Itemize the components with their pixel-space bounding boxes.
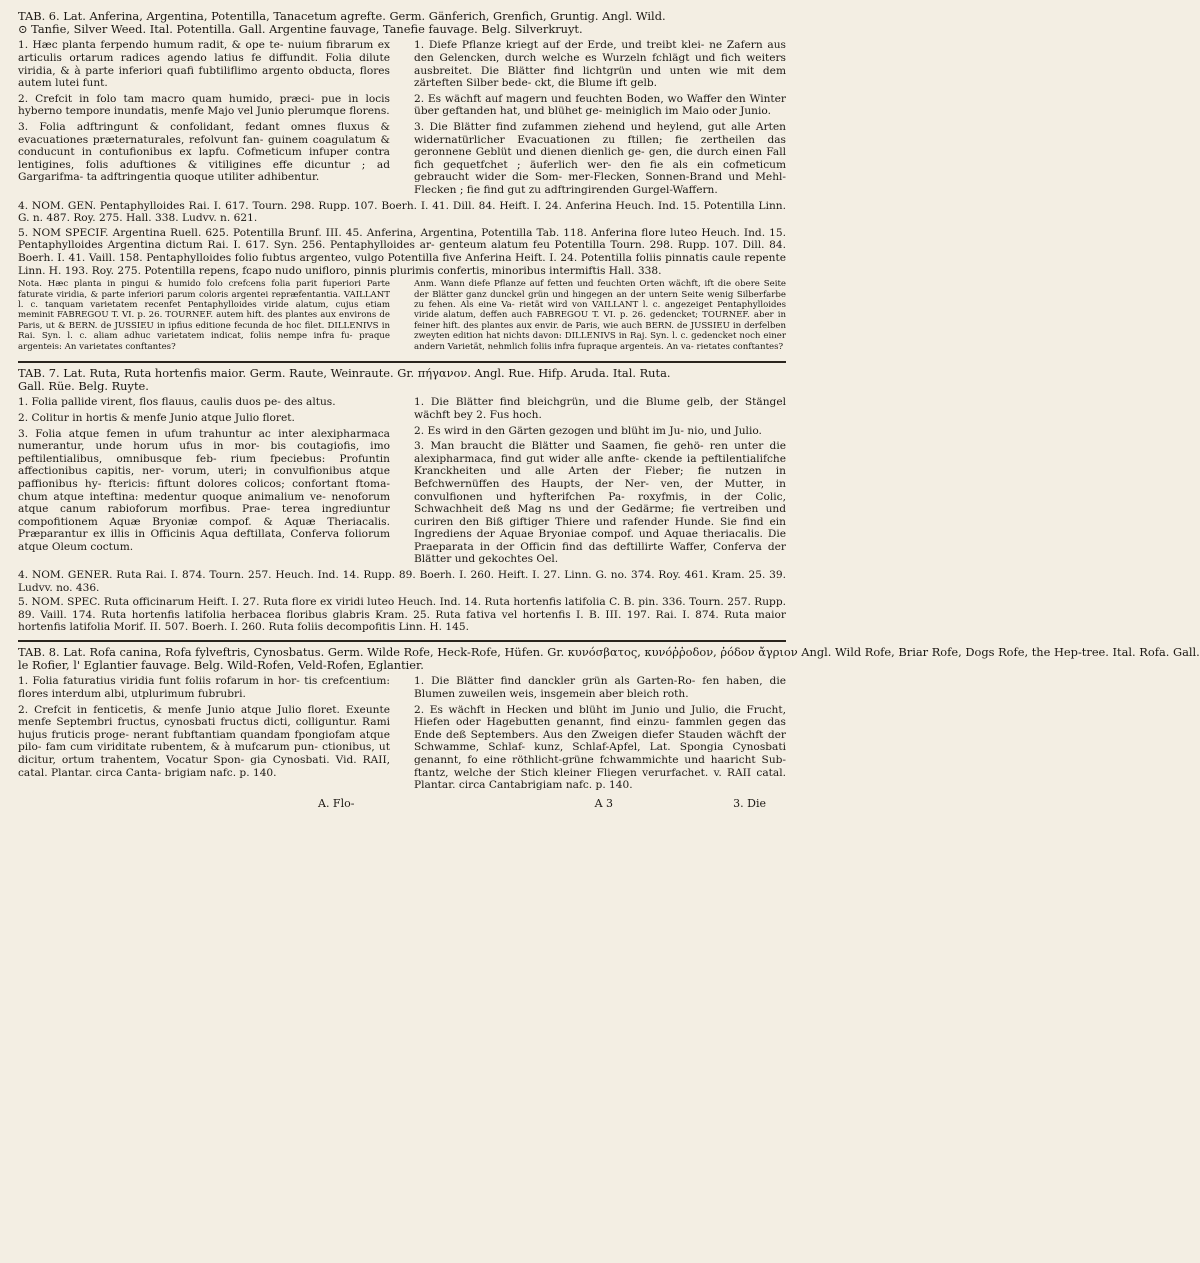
tab6-german-1: 1. Diefe Pflanze kriegt auf der Erde, und treibt klei- ne Zafern aus den Gelencken, durch welche es Wurzeln fchlägt und fich weiters ausbreitet. Die Blätter find lichtgrün und unten wie mit dem zärteften Silber bede- ckt, die Blume ift gelb. <box>414 39 786 90</box>
tab6-heading-cont: ⊙ Tanfie, Silver Weed. Ital. Potentilla. Gall. Argentine fauvage, Tanefie fauvage. Belg. Silverkruyt. <box>18 22 583 37</box>
tab7-nom-spec: 5. NOM. SPEC. Ruta officinarum Heift. I. 27. Ruta flore ex viridi luteo Heuch. Ind. 14. Ruta hortenfis latifolia C. B. pin. 336. Tourn. 257. Rupp. 89. Vaill. 174. Ruta hortenfis latifolia herbacea floribus glabris Kram. 25. Ruta fativa vel hortenfis I. B. III. 197. Rai. I. 874. Ruta maior hortenfis latifolia Morif. II. 507. Boerh. I. 260. Ruta foliis decompofitis Linn. H. 145. <box>18 596 786 634</box>
tab7-heading: TAB. 7. Lat. Ruta, Ruta hortenfis maior. Germ. Raute, Weinraute. Gr. πήγανον. Angl. Rue. Hifp. Aruda. Ital. Ruta. <box>18 365 671 380</box>
catchword-left: A. Flo- <box>318 796 355 810</box>
tab6-latin-2: 2. Crefcit in folo tam macro quam humido, præci- pue in locis hyberno tempore inundatis, menfe Majo vel Junio plerumque florens. <box>18 92 390 118</box>
tab8-heading: TAB. 8. Lat. Rofa canina, Rofa fylveftris, Cynosbatus. Germ. Wilde Rofe, Heck-Rofe, Hüfen. Gr. κυνόσβατος, κυνόῤῥοδον, ῥόδον ἄγριον Angl. Wild Rofe, Briar Rofe, Dogs Rofe, the Hep-tree. Ital. Rofa. Gall. <box>18 645 1200 660</box>
tab7-nom-gen: 4. NOM. GENER. Ruta Rai. I. 874. Tourn. 257. Heuch. Ind. 14. Rupp. 89. Boerh. I. 260. Heift. I. 27. Linn. G. no. 374. Roy. 461. Kram. 25. 39. Ludvv. no. 436. <box>18 569 786 594</box>
signature-mark: A 3 <box>594 796 614 810</box>
tab6-note-german: Anm. Wann diefe Pflanze auf fetten und feuchten Orten wächft, ift die obere Seite der Blätter ganz dunckel grün und hingegen an der untern Seite wenig Silberfarbe zu fehen. Als eine Va- rietät wird von VAILLANT l. c. angezeiget Pentaphylloides viride alatum, deffen auch FABREGOU T. VI. p. 26. gedencket; TOURNEF. aber in feiner hift. des plantes aux envir. de Paris, wie auch BERN. de JUSSIEU in derfelben zweyten edition hat nichts davon: DILLENIVS in Raj. Syn. l. c. gedencket noch einer andern Varietät, nehmlich foliis infra fupraque argenteis. An va- rietates conftantes? <box>414 279 786 352</box>
tab6-section <box>18 10 786 355</box>
tab8-latin-2: 2. Crefcit in fenticetis, & menfe Junio atque Julio floret. Exeunte menfe Septembri fructus, cynosbati fructus dicti, colliguntur. Rami hujus fruticis proge- nerant fubftantiam quandam fpongiofam atque pilo- fam cum viriditate rubentem, & à mufcarum pun- ctionibus, ut dicitur, ortum trahentem, Vocatur Spon- gia Cynosbati. Vid. RAII, catal. Plantar. circa Canta- brigiam nafc. p. 140. <box>18 703 390 779</box>
tab6-heading: TAB. 6. Lat. Anferina, Argentina, Potentilla, Tanacetum agrefte. Germ. Gänferich, Grenfich, Gruntig. Angl. Wild. <box>18 9 666 23</box>
tab8-section <box>18 645 1200 810</box>
tab6-latin-1: 1. Hæc planta ferpendo humum radit, & ope te- nuium fibrarum ex articulis ortarum radices agendo latius fe diffundit. Folia dilute viridia, & à parte inferiori quafi fubtiliflimo argento obducta, flores autem lutei funt. <box>18 39 390 90</box>
tab7-latin-1: 1. Folia pallide virent, flos flauus, caulis duos pe- des altus. <box>18 396 336 409</box>
tab7-section <box>18 367 786 634</box>
tab6-nom-spec: 5. NOM SPECIF. Argentina Ruell. 625. Potentilla Brunf. III. 45. Anferina, Argentina, Potentilla Tab. 118. Anferina flore luteo Heuch. Ind. 15. Pentaphylloides Argentina dictum Rai. I. 617. Syn. 256. Pentaphylloides ar- genteum alatum feu Potentilla Tourn. 298. Rupp. 107. Dill. 84. Boerh. I. 41. Vaill. 158. Pentaphylloides folio fubtus argenteo, vulgo Potentilla five Anferina Heift. I. 24. Potentilla foliis pinnatis caule repente Linn. H. 193. Roy. 275. Potentilla repens, fcapo nudo unifloro, pinnis plurimis confertis, minoribus intermiftis Hall. 338. <box>18 226 786 277</box>
herbal-page <box>18 9 1200 810</box>
tab7-heading-cont: Gall. Rüe. Belg. Ruyte. <box>18 379 149 394</box>
section-divider <box>18 640 786 642</box>
tab6-nom-gen: 4. NOM. GEN. Pentaphylloides Rai. I. 617. Tourn. 298. Rupp. 107. Boerh. I. 41. Dill. 84. Heift. I. 24. Anferina Heuch. Ind. 15. Potentilla Linn. G. n. 487. Roy. 275. Hall. 338. Ludvv. n. 621. <box>18 199 786 225</box>
catchword-right: 3. Die <box>733 796 766 810</box>
tab7-latin-3: 3. Folia atque femen in ufum trahuntur ac inter alexipharmaca numerantur, unde horum ufus in mor- bis coutagiofis, imo peftilentialibus, omnibusque feb- rium fpeciebus: Profuntin affectionibus capitis, ner- vorum, uteri; in convulfionibus atque paffionibus hy- ftericis: fiftunt dolores colicos; confortant ftoma- chum atque inteftina: medentur quoque animalium ve- nenoforum atque canum rabioforum morfibus. Prae- terea ingrediuntur compofitionem Aquæ Bryoniæ compof. & Aquæ Theriacalis. Præparantur ex illis in Officinis Aqua deftillata, Conferva foliorum atque Oleum coctum. <box>18 427 390 553</box>
tab7-german-3: 3. Man braucht die Blätter und Saamen, fie gehö- ren unter die alexipharmaca, find gut wider alle anfte- ckende ia peftilentialifche Kranckheiten und alle Arten der Fieber; fie nutzen in Befchwernüffen des Haupts, der Ner- ven, der Mutter, in convulfionen und hyfterifchen Pa- roxyfmis, in der Colic, Schwachheit deß Mag ns und der Gedärme; fie vertreiben und curiren den Biß giftiger Thiere und rafender Hunde. Sie find ein Ingrediens der Aquae Bryoniae compof. und Aquae theriacalis. Die Praeparata in der Officin find das deftillirte Waffer, Conferva der Blätter und gekochtes Oel. <box>414 440 786 566</box>
tab6-note-latin-column <box>18 279 390 355</box>
tab7-german-1: 1. Die Blätter find bleichgrün, und die Blume gelb, der Stängel wächft bey 2. Fus hoch. <box>414 396 786 421</box>
tab8-latin-column <box>18 675 390 794</box>
tab7-german-2: 2. Es wird in den Gärten gezogen und blüht im Ju- nio, und Julio. <box>414 424 762 437</box>
tab7-latin-column <box>18 396 390 569</box>
tab6-latin-column <box>18 39 390 199</box>
tab6-note-latin: Nota. Hæc planta in pingui & humido folo crefcens folia parit fuperiori Parte faturate viridia, & parte inferiori parum coloris argentei repræfentantia. VAILLANT l. c. tanquam varietatem recenfet Pentaphylloides viride alatum, cujus etiam meminit FABREGOU T. VI. p. 26. TOURNEF. autem hift. des plantes aux environs de Paris, ut & BERN. de JUSSIEU in ipfius editione fecunda de hoc filet. DILLENIVS in Rai. Syn. l. c. aliam adhuc varietatem indicat, foliis nempe infra fu- praque argenteis: An varietates conftantes? <box>18 279 390 352</box>
tab8-german-column <box>414 675 786 794</box>
section-divider <box>18 361 786 363</box>
tab8-german-2: 2. Es wächft in Hecken und blüht im Junio und Julio, die Frucht, Hiefen oder Hagebutten genannt, find einzu- fammlen gegen das Ende deß Septembers. Aus den Zweigen diefer Stauden wächft der Schwamme, Schlaf- kunz, Schlaf-Apfel, Lat. Spongia Cynosbati genannt, fo eine röthlicht-grüne fchwammichte und haaricht Sub- ftantz, welche der Stich kleiner Fliegen verurfachet. v. RAII catal. Plantar. circa Cantabrigiam nafc. p. 140. <box>414 703 786 792</box>
tab6-german-3: 3. Die Blätter find zufammen ziehend und heylend, gut alle Arten widernatürlicher Evacuationen zu ftillen; fie zertheilen das geronnene Geblüt und dienen dienlich ge- gen, die durch einen Fall fich gequetfchet ; äuferlich wer- den fie als ein cofmeticum gebraucht wider die Som- mer-Flecken, Sonnen-Brand und Mehl-Flecken ; fie find gut zu adftringirenden Gurgel-Waffern. <box>414 120 786 196</box>
tab6-german-2: 2. Es wächft auf magern und feuchten Boden, wo Waffer den Winter über geftanden hat, und blühet ge- meiniglich im Maio oder Junio. <box>414 92 786 118</box>
tab8-german-1: 1. Die Blätter find danckler grün als Garten-Ro- fen haben, die Blumen zuweilen weis, insgemein aber bleich roth. <box>414 675 786 701</box>
tab6-latin-3: 3. Folia adftringunt & confolidant, fedant omnes fluxus & evacuationes præternaturales, refolvunt fan- guinem coagulatum & conducunt in contufionibus ex lapfu. Cofmeticum infuper contra lentigines, folis aduftiones & vitiligines effe dicuntur ; ad Gargarifma- ta adftringentia quoque utiliter adhibentur. <box>18 120 390 184</box>
tab8-heading-cont: le Rofier, l' Eglantier fauvage. Belg. Wild-Rofen, Veld-Rofen, Eglantier. <box>18 658 424 673</box>
tab8-latin-1: 1. Folia faturatius viridia funt foliis rofarum in hor- tis crefcentium: flores interdum albi, utplurimum fubrubri. <box>18 675 390 701</box>
tab7-latin-2: 2. Colitur in hortis & menfe Junio atque Julio floret. <box>18 411 295 424</box>
tab7-german-column <box>414 396 786 569</box>
tab6-german-column <box>414 39 786 199</box>
tab6-note-german-column <box>414 279 786 355</box>
